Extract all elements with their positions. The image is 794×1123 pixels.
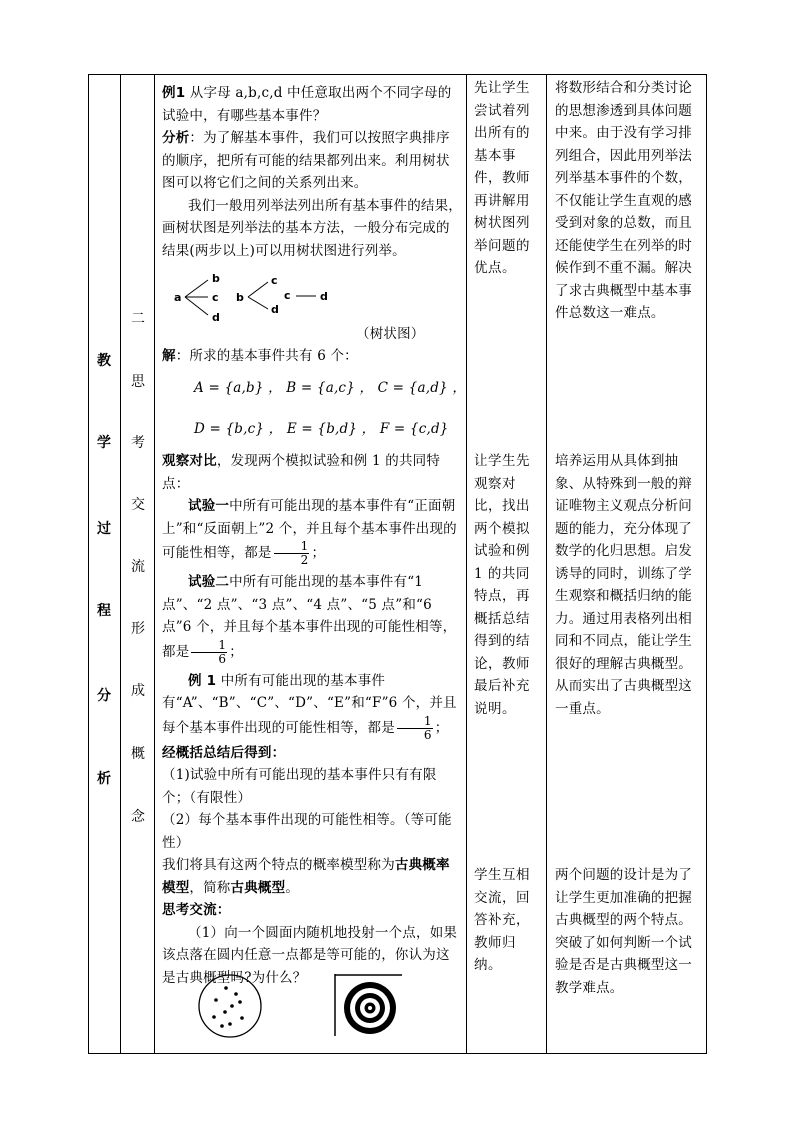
col-divider-4 — [546, 74, 547, 1054]
label-char: 学 — [97, 435, 111, 451]
section-char: 二 — [131, 311, 145, 327]
compare-block — [162, 450, 462, 989]
label-char: 分 — [97, 688, 111, 704]
teacher-block-1: 先让学生尝试着列出所有的基本事件，教师再讲解用树状图列举问题的优点。 — [474, 80, 530, 276]
summary-item-1: （1)试验中所有可能出现的基本事件只有有限个；（有限性） — [162, 767, 437, 806]
intent-block-3: 两个问题的设计是为了让学生更加准确的把握古典概型的两个特点。突破了如何判断一个试验是否是古典概型这一教学难点。 — [555, 867, 692, 996]
col-divider-3 — [466, 74, 467, 1054]
trial1-label: 试验一 — [188, 498, 230, 514]
intent-block-1: 将数形结合和分类讨论的思想渗透到具体问题中来。由于没有学习排列组合，因此用列举法列举基本事件的个数，不仅能让学生直观的感受到对象的总数，而且还能使学生在列举的时候作到不重不漏。解决了求古典概型中基本事件总数这一难点。 — [555, 80, 692, 321]
tree-node-a: a — [174, 291, 182, 304]
think-q1: （1）向一个圆面内随机地投射一个点，如果该点落在圆内任意一点都是等可能的，你认为这是古典概型吗?为什么？ — [162, 924, 458, 986]
example1-text: 从字母 a,b,c,d 中任意取出两个不同字母的试验中，有哪些基本事件？ — [162, 85, 452, 124]
ex1b-text: 中所有可能出现的基本事件有“A”、“B”、“C”、“D”、“E”和“F”6 个，并且每个基本事件出现的可能性相等，都是 — [162, 672, 457, 736]
example1-block — [162, 82, 462, 262]
tree-node-b: b — [236, 291, 244, 304]
semicolon: ； — [311, 545, 326, 561]
section-char: 交 — [131, 497, 145, 513]
col-divider-2 — [154, 74, 155, 1054]
label-char: 教 — [97, 353, 111, 369]
def-term-1: 古典概率模型 — [162, 857, 450, 896]
col-divider-1 — [120, 74, 121, 1054]
solution-label: 解 — [162, 348, 176, 364]
trial1-fraction: $\frac{1}{2}$ — [274, 540, 310, 567]
def-pre: 我们将具有这两个特点的概率模型称为 — [162, 857, 395, 873]
tree-node-b-d: d — [271, 303, 279, 316]
compare-label: 观察对比 — [162, 453, 217, 469]
tree-node-a-d: d — [212, 311, 220, 324]
summary-item-2: （2）每个基本事件出现的可能性相等。（等可能性） — [162, 812, 452, 851]
section-char: 念 — [131, 809, 145, 825]
tree-node-b-c: c — [271, 274, 278, 287]
semicolon: ； — [229, 643, 243, 660]
section-char: 形 — [131, 621, 145, 637]
tree-node-a-b: b — [212, 272, 220, 285]
semicolon: ； — [434, 719, 449, 736]
label-char: 程 — [97, 603, 111, 619]
label-char: 过 — [97, 521, 111, 537]
compare-text: ，发现两个模拟试验和例 1 的共同特点： — [162, 453, 441, 492]
think-label: 思考交流： — [162, 902, 231, 918]
events-line-1: A = {a,b} ， B = {a,c} ， C = {a,d} ， — [194, 380, 467, 396]
analysis-label: 分析 — [162, 130, 190, 146]
method-text: 我们一般用列举法列出所有基本事件的结果，画树状图是列举法的基本方法，一般分布完成的结果(两步以上)可以用树状图进行列举。 — [162, 197, 462, 259]
analysis-text: ：为了解基本事件，我们可以按照字典排序的顺序，把所有可能的结果都列出来。利用树状图可以将它们之间的关系列出来。 — [162, 130, 450, 191]
tree-node-c-d: d — [320, 290, 328, 303]
def-term-2: 古典概型 — [230, 879, 286, 896]
def-end: 。 — [285, 879, 300, 896]
section-char: 流 — [131, 559, 145, 575]
example1-title: 例1 — [162, 85, 186, 101]
section-char: 思 — [131, 374, 145, 390]
teacher-block-3: 学生互相交流，回答补充，教师归纳。 — [474, 867, 530, 973]
ex1b-fraction: $\frac{1}{6}$ — [397, 715, 433, 742]
table-bottom-border — [88, 1053, 706, 1054]
tree-caption: （树状图） — [356, 326, 425, 342]
trial2-label: 试验二 — [188, 574, 230, 590]
summary-label: 经概括总结后得到： — [162, 744, 286, 761]
section-char: 考 — [131, 435, 145, 451]
trial2-text: 中所有可能出现的基本事件有“1 点”、“2 点”、“3 点”、“4 点”、“5 点”和“6 点”6 个，并且每个基本事件出现的可能性相等，都是 — [162, 574, 457, 660]
label-char: 析 — [97, 771, 111, 787]
ex1b-label: 例 1 — [188, 672, 217, 689]
intent-block-2: 培养运用从具体到抽象、从特殊到一般的辩证唯物主义观点分析问题的能力，充分体现了数学的化归思想。启发诱导的同时，训练了学生观察和概括归纳的能力。通过用表格列出相同和不同点，能让学生很好的理解古典概型。从而实出了古典概型这一重点。 — [555, 453, 692, 717]
events-line-2: D = {b,c} ， E = {b,d} ， F = {c,d} — [194, 421, 449, 437]
table-top-border — [88, 74, 706, 75]
dots-circle-figure — [196, 972, 264, 1040]
def-mid: ，简称 — [189, 879, 231, 896]
target-figure — [334, 974, 404, 1040]
tree-node-c: c — [284, 289, 291, 302]
table-left-border — [88, 74, 89, 1054]
section-char: 成 — [131, 683, 145, 699]
tree-node-a-c: c — [212, 291, 219, 304]
solution-block — [162, 345, 462, 368]
table-right-border — [706, 74, 707, 1054]
section-char: 概 — [131, 746, 145, 762]
solution-text: ：所求的基本事件共有 6 个： — [175, 348, 358, 364]
trial2-fraction: $\frac{1}{6}$ — [191, 639, 227, 666]
teacher-block-2: 让学生先观察对比，找出两个模拟试验和例 1 的共同特点，再概括总结得到的结论，教师最后补充说明。 — [474, 453, 530, 717]
trial1-text: 中所有可能出现的基本事件有“正面朝上”和“反面朝上”2 个，并且每个基本事件出现的可能性相等，都是 — [162, 498, 457, 561]
